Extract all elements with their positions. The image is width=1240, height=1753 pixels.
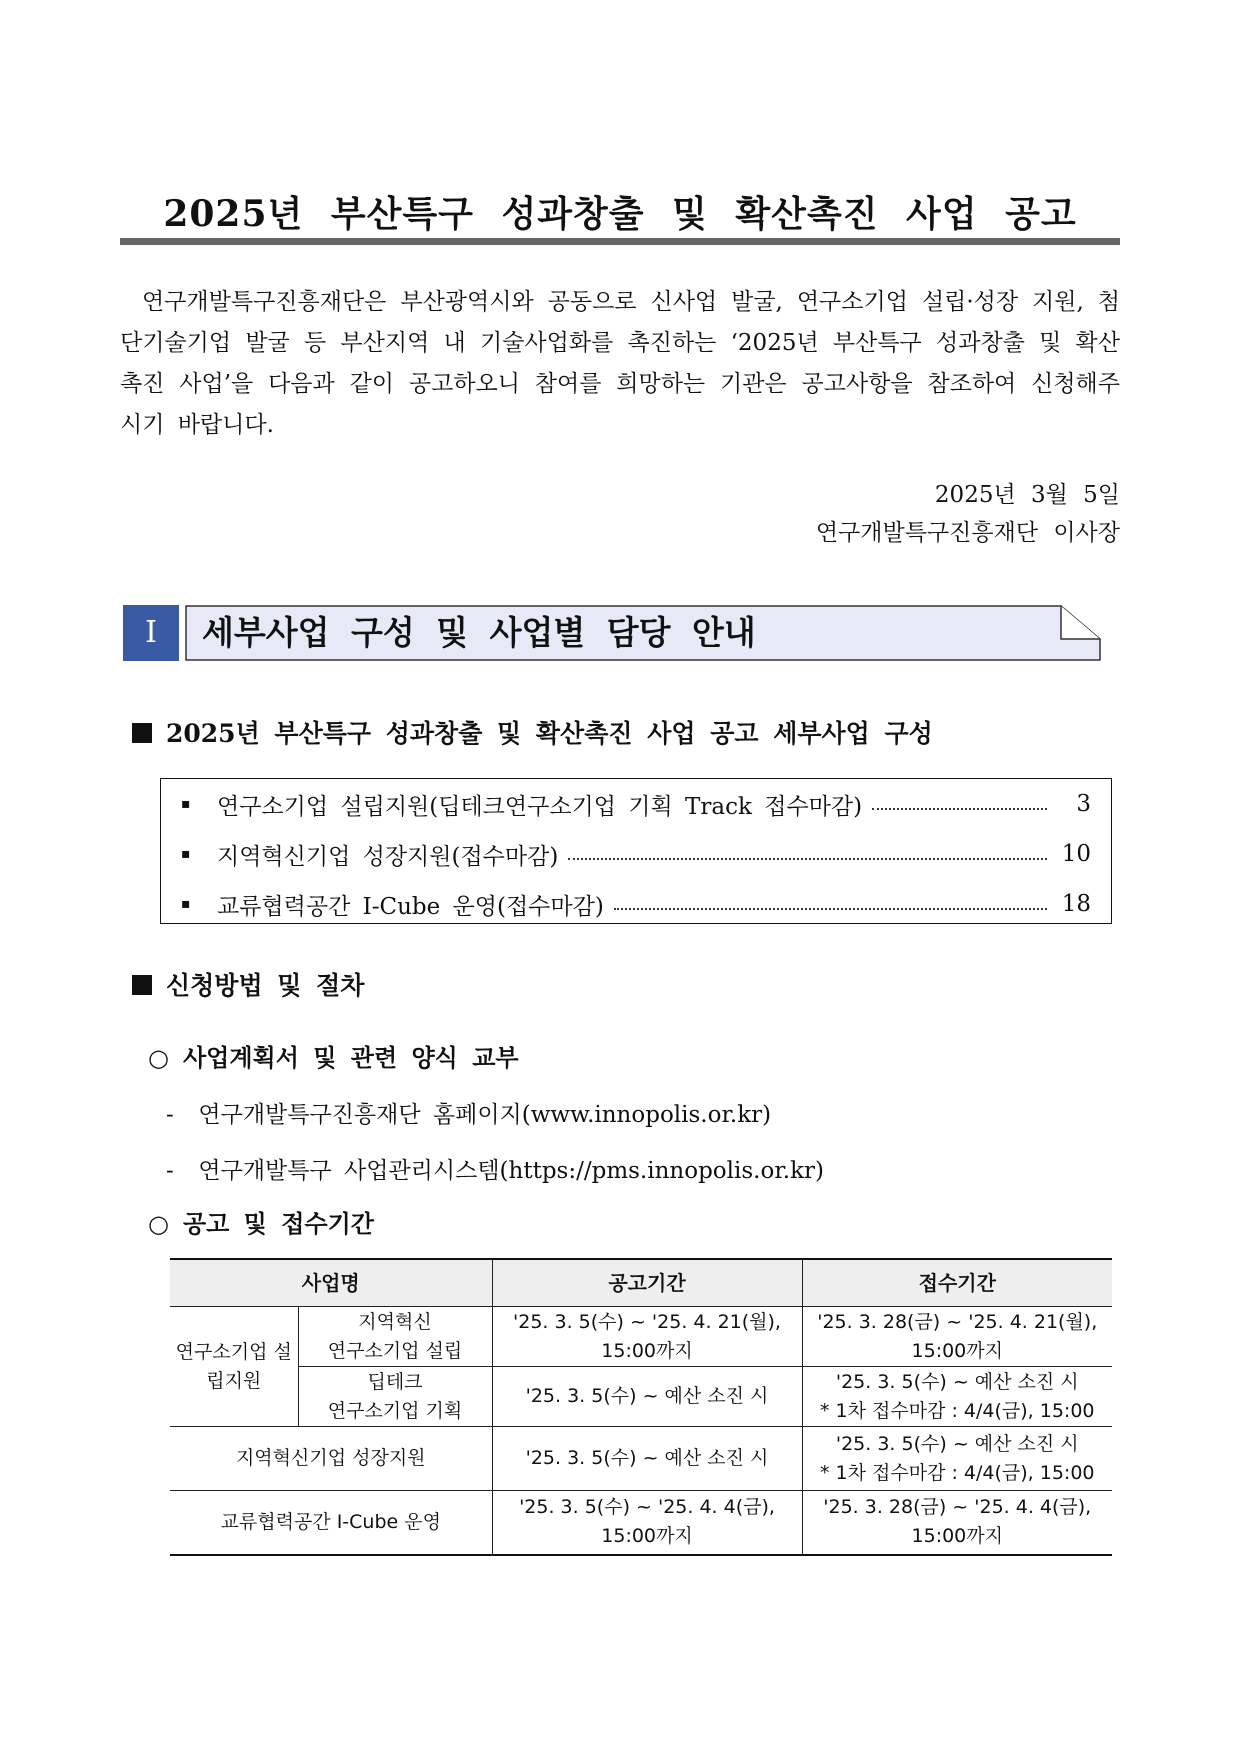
- bullet-icon: ▪: [181, 846, 191, 862]
- table-header-row: [170, 1259, 1112, 1307]
- procedure-item-text: 사업계획서 및 관련 양식 교부: [182, 1043, 519, 1072]
- receipt-period-cell: '25. 3. 28(금) ~ '25. 4. 21(월), 15:00까지: [802, 1307, 1112, 1367]
- notice-period-cell: '25. 3. 5(수) ~ 예산 소진 시: [492, 1427, 802, 1491]
- subsection-heading-text: 신청방법 및 절차: [166, 971, 365, 1000]
- announcement-date: 2025년 3월 5일: [934, 482, 1120, 508]
- section-title: 세부사업 구성 및 사업별 담당 안내: [202, 613, 756, 652]
- column-header-notice-period: 공고기간: [492, 1259, 802, 1307]
- subsection-heading-text: 2025년 부산특구 성과창출 및 확산촉진 사업 공고 세부사업 구성: [166, 719, 933, 748]
- program-name-cell: 딥테크 연구소기업 기획: [298, 1367, 492, 1427]
- subsection-heading-components: [132, 714, 933, 750]
- circle-bullet-icon: ○: [148, 1044, 169, 1072]
- table-of-contents: [160, 778, 1112, 924]
- table-row: [170, 1427, 1112, 1491]
- bullet-icon: ▪: [181, 896, 191, 912]
- toc-page-number: 10: [1061, 841, 1091, 867]
- program-name-cell: 지역혁신기업 성장지원: [170, 1427, 492, 1491]
- toc-item-text: 교류협력공간 I-Cube 운영(접수마감): [217, 893, 604, 920]
- program-group-cell: 연구소기업 설립지원: [170, 1307, 298, 1427]
- toc-item: [181, 887, 1091, 921]
- toc-item: [181, 787, 1091, 821]
- link-item-homepage: [166, 1096, 771, 1129]
- column-header-receipt-period: 접수기간: [802, 1259, 1112, 1307]
- procedure-item-text: 공고 및 접수기간: [182, 1209, 374, 1238]
- notice-period-cell: '25. 3. 5(수) ~ '25. 4. 21(월), 15:00까지: [492, 1307, 802, 1367]
- table-row: [170, 1307, 1112, 1367]
- square-bullet-icon: [132, 723, 152, 743]
- notice-period-cell: '25. 3. 5(수) ~ 예산 소진 시: [492, 1367, 802, 1427]
- leader-dots: [872, 807, 1047, 810]
- circle-bullet-icon: ○: [148, 1210, 169, 1238]
- schedule-table: [170, 1258, 1112, 1556]
- toc-item-text: 지역혁신기업 성장지원(접수마감): [217, 843, 559, 870]
- toc-item-text: 연구소기업 설립지원(딥테크연구소기업 기획 Track 접수마감): [217, 793, 863, 820]
- issuing-organization: 연구개발특구진흥재단 이사장: [815, 520, 1120, 546]
- leader-dots: [614, 907, 1047, 910]
- toc-item: [181, 837, 1091, 871]
- receipt-period-cell: '25. 3. 5(수) ~ 예산 소진 시 * 1차 접수마감 : 4/4(금), 15:00: [802, 1427, 1112, 1491]
- dash-bullet: -: [166, 1158, 174, 1184]
- toc-page-number: 18: [1061, 891, 1091, 917]
- link-text[interactable]: 연구개발특구진흥재단 홈페이지(www.innopolis.or.kr): [198, 1102, 772, 1128]
- program-name-cell: 지역혁신 연구소기업 설립: [298, 1307, 492, 1367]
- program-name-cell: 교류협력공간 I-Cube 운영: [170, 1491, 492, 1555]
- subsection-heading-procedure: [132, 966, 364, 1002]
- square-bullet-icon: [132, 975, 152, 995]
- procedure-item-period: [148, 1204, 374, 1239]
- link-text[interactable]: 연구개발특구 사업관리시스템(https://pms.innopolis.or.kr): [198, 1158, 824, 1184]
- leader-dots: [568, 857, 1047, 860]
- column-header-program: 사업명: [170, 1259, 492, 1307]
- table-row: [170, 1367, 1112, 1427]
- toc-page-number: 3: [1076, 791, 1091, 817]
- procedure-item-forms: [148, 1038, 519, 1073]
- intro-paragraph: 연구개발특구진흥재단은 부산광역시와 공동으로 신사업 발굴, 연구소기업 설립·성장 지원, 첨단기술기업 발굴 등 부산지역 내 기술사업화를 촉진하는 ‘2025년 부산특구 성과창출 및 확산촉진 사업’을 다음과 같이 공고하오니 참여를 희망하는 기관은 공고사항을 참조하여 신청해주시기 바랍니다.: [120, 289, 1120, 438]
- dash-bullet: -: [166, 1102, 174, 1128]
- bullet-icon: ▪: [181, 796, 191, 812]
- page-title: 2025년 부산특구 성과창출 및 확산촉진 사업 공고: [163, 193, 1077, 235]
- receipt-period-cell: '25. 3. 5(수) ~ 예산 소진 시 * 1차 접수마감 : 4/4(금), 15:00: [802, 1367, 1112, 1427]
- title-divider: [120, 238, 1120, 245]
- table-row: [170, 1491, 1112, 1555]
- notice-period-cell: '25. 3. 5(수) ~ '25. 4. 4(금), 15:00까지: [492, 1491, 802, 1555]
- link-item-pms: [166, 1152, 824, 1185]
- receipt-period-cell: '25. 3. 28(금) ~ '25. 4. 4(금), 15:00까지: [802, 1491, 1112, 1555]
- section-number: Ⅰ: [123, 605, 179, 661]
